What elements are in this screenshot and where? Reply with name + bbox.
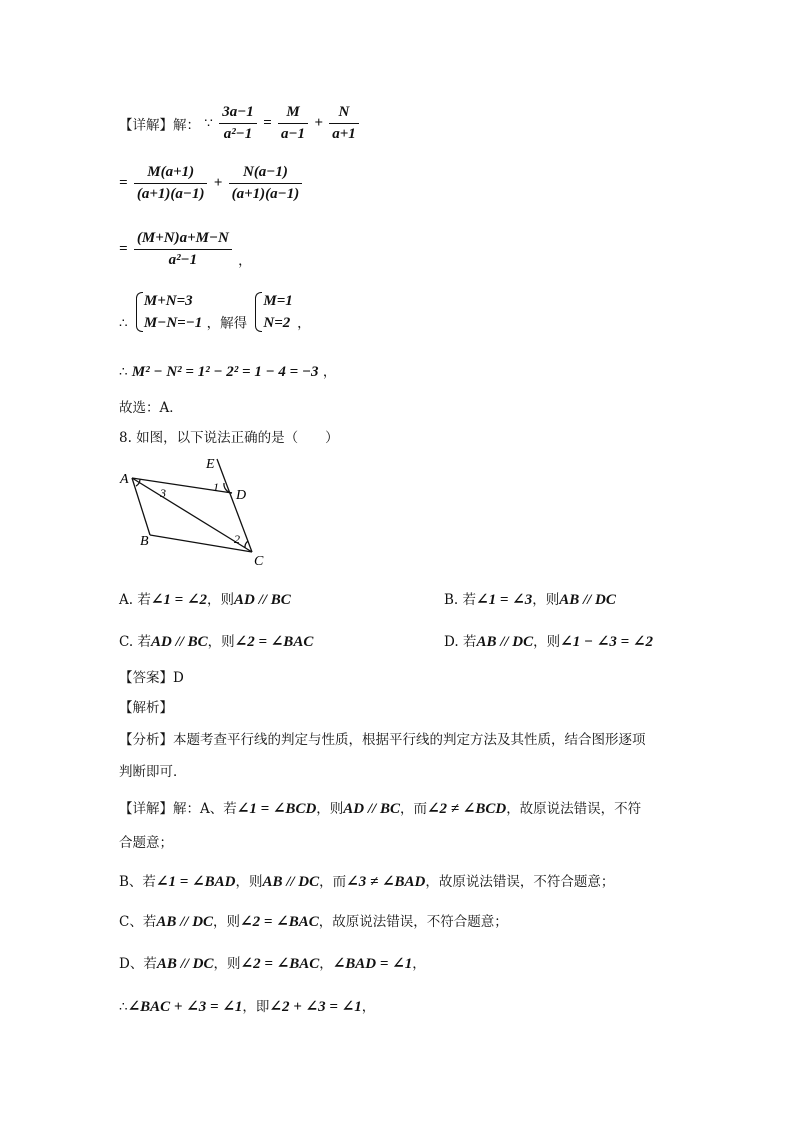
label-b: B bbox=[140, 534, 149, 549]
because-symbol: ∵ bbox=[204, 115, 213, 132]
fraction-ma1: $\frac{M(a+1)}{(a+1)(a-1)}$ bbox=[134, 164, 208, 203]
detail-d-line: D、若AB // DC，则∠2 = ∠BAC，∠BAD = ∠1， bbox=[119, 956, 426, 972]
system-line: ∴ M+N=3 M−N=−1 ，解得 M=1 N=2 ， bbox=[119, 290, 311, 334]
fraction-na1: $\frac{N(a-1)}{(a+1)(a-1)}$ bbox=[229, 164, 303, 203]
option-a: A. 若∠1 = ∠2，则AD // BC bbox=[119, 592, 291, 608]
label-e: E bbox=[206, 457, 215, 472]
detail-a-line-2: 合题意； bbox=[119, 835, 173, 851]
label-angle-2: 2 bbox=[234, 532, 240, 546]
detail-c-line: C、若AB // DC，则∠2 = ∠BAC，故原说法错误，不符合题意； bbox=[119, 914, 508, 930]
fraction-m: $\frac{M}{a-1}$ bbox=[278, 104, 308, 143]
analysis-paragraph-2: 判断即可． bbox=[119, 764, 187, 780]
label-angle-1: 1 bbox=[213, 480, 219, 494]
detail-eq2-line: = $\frac{M(a+1)}{(a+1)(a-1)}$ + $\frac{N(a-1)}{(a+1)(a-1)}$ bbox=[119, 164, 304, 203]
detail-b-line: B、若∠1 = ∠BAD，则AB // DC，而∠3 ≠ ∠BAD，故原说法错误，不符合题意； bbox=[119, 874, 615, 890]
label-angle-3: 3 bbox=[160, 486, 166, 500]
option-b: B. 若∠1 = ∠3，则AB // DC bbox=[444, 592, 616, 608]
analysis-label: 【解析】 bbox=[119, 700, 173, 716]
equation-system: M+N=3 M−N=−1 bbox=[134, 290, 202, 334]
segment-ab bbox=[132, 478, 150, 535]
label-c: C bbox=[254, 554, 264, 569]
detail-label: 【详解】解： bbox=[119, 117, 200, 134]
choose-line: 故选：A． bbox=[119, 400, 183, 416]
analysis-paragraph-1: 【分析】本题考查平行线的判定与性质，根据平行线的判定方法及其性质，结合图形逐项 bbox=[119, 732, 646, 748]
fraction-combined: $\frac{(M+N)a+M-N}{\text{a²−1}}$ bbox=[134, 230, 232, 269]
label-d: D bbox=[236, 488, 247, 503]
fraction-n: $\frac{N}{a+1}$ bbox=[329, 104, 359, 143]
final-calc-expr: M² − N² = 1² − 2² = 1 − 4 = −3 bbox=[131, 364, 319, 380]
detail-conclusion-line: ∴∠BAC + ∠3 = ∠1，即∠2 + ∠3 = ∠1， bbox=[119, 999, 376, 1015]
detail-eq1-line: 【详解】解： ∵ $\frac{3a-1}{\text{a²−1}}$ = $\frac{M}{a-1}$ + $\frac{N}{a+1}$ bbox=[119, 104, 361, 143]
angle-2-arc bbox=[245, 541, 248, 548]
therefore-symbol: ∴ bbox=[119, 315, 128, 332]
option-c: C. 若AD // BC，则∠2 = ∠BAC bbox=[119, 634, 314, 650]
final-calc-line: ∴ M² − N² = 1² − 2² = 1 − 4 = −3 ， bbox=[119, 364, 337, 380]
detail-a-line: 【详解】解：A、若∠1 = ∠BCD，则AD // BC，而∠2 ≠ ∠BCD，故原说法错误，不符 bbox=[119, 801, 642, 817]
option-d: D. 若AB // DC，则∠1 − ∠3 = ∠2 bbox=[444, 634, 653, 650]
solution-system: M=1 N=2 bbox=[253, 290, 292, 334]
question-8-stem: 8. 如图，以下说法正确的是（ ） bbox=[119, 430, 339, 446]
answer-line: 【答案】D bbox=[119, 670, 184, 686]
geometry-figure bbox=[118, 455, 278, 570]
label-a: A bbox=[120, 472, 129, 487]
detail-eq3-line: = $\frac{(M+N)a+M-N}{\text{a²−1}}$ ， bbox=[119, 230, 252, 269]
fraction-lhs: $\frac{3a-1}{\text{a²−1}}$ bbox=[219, 104, 257, 143]
